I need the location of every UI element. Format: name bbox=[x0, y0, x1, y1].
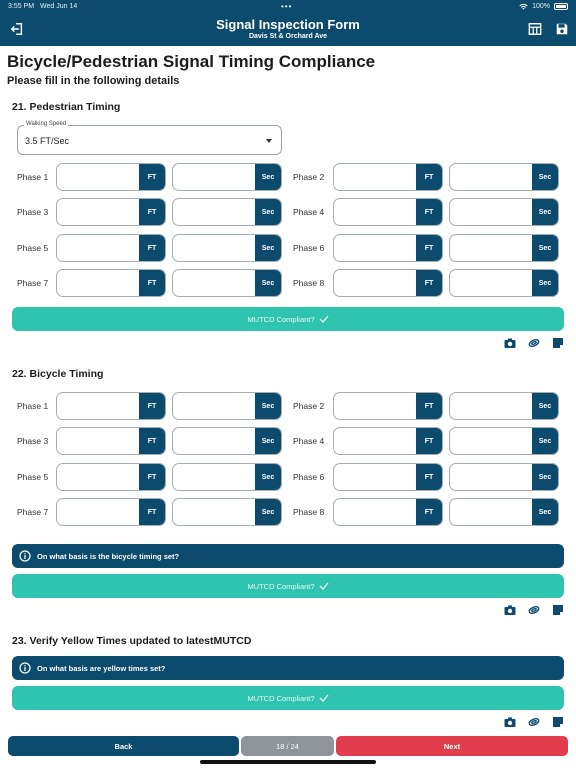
page-instructions: Please fill in the following details bbox=[7, 75, 180, 87]
yellow-basis-question[interactable] bbox=[12, 656, 564, 680]
unit-sec: Sec bbox=[255, 235, 281, 261]
ped-phase-2-label: Phase 2 bbox=[293, 172, 325, 182]
ped-phase-4-label: Phase 4 bbox=[293, 207, 325, 217]
yellow-times-title: 23. Verify Yellow Times updated to latestMUTCD bbox=[12, 635, 252, 647]
bike-basis-question-text: On what basis is the bicycle timing set? bbox=[37, 552, 180, 561]
ped-phase-8-sec-input[interactable] bbox=[449, 269, 559, 297]
bike-phase-4-ft-input[interactable] bbox=[333, 427, 443, 455]
yellow-compliance-label: MUTCD Compliant? bbox=[247, 693, 315, 703]
ped-phase-4-ft-input[interactable] bbox=[333, 198, 443, 226]
yellow-attachment-tools bbox=[504, 716, 564, 728]
unit-ft: FT bbox=[416, 464, 442, 490]
bike-phase-2-label: Phase 2 bbox=[293, 401, 325, 411]
attachment-icon[interactable] bbox=[528, 604, 540, 616]
unit-sec: Sec bbox=[532, 393, 558, 419]
unit-ft: FT bbox=[416, 428, 442, 454]
unit-ft: FT bbox=[139, 164, 165, 190]
unit-sec: Sec bbox=[255, 270, 281, 296]
status-time: 3:55 PM bbox=[8, 3, 35, 10]
camera-icon[interactable] bbox=[504, 604, 516, 616]
unit-ft: FT bbox=[139, 464, 165, 490]
ped-phase-5-ft-input[interactable] bbox=[56, 234, 166, 262]
bike-phase-4-label: Phase 4 bbox=[293, 436, 325, 446]
header-subtitle: Davis St & Orchard Ave bbox=[248, 33, 328, 40]
checkmark-icon bbox=[319, 315, 329, 323]
bike-phase-4-sec-input[interactable] bbox=[449, 427, 559, 455]
home-indicator[interactable] bbox=[200, 760, 376, 764]
bike-phase-7-label: Phase 7 bbox=[17, 507, 49, 517]
bike-phase-8-label: Phase 8 bbox=[293, 507, 325, 517]
unit-ft: FT bbox=[416, 199, 442, 225]
ped-phase-3-ft-input[interactable] bbox=[56, 198, 166, 226]
unit-sec: Sec bbox=[532, 235, 558, 261]
unit-sec: Sec bbox=[255, 199, 281, 225]
yellow-mutcd-compliant-toggle[interactable] bbox=[12, 686, 564, 710]
yellow-basis-question-text: On what basis are yellow times set? bbox=[37, 664, 166, 673]
walking-speed-label: Walking Speed bbox=[26, 121, 67, 127]
ped-phase-5-label: Phase 5 bbox=[17, 243, 49, 253]
unit-ft: FT bbox=[139, 199, 165, 225]
note-icon[interactable] bbox=[552, 604, 564, 616]
unit-ft: FT bbox=[139, 393, 165, 419]
unit-ft: FT bbox=[416, 235, 442, 261]
bike-phase-3-label: Phase 3 bbox=[17, 436, 49, 446]
table-layout-icon[interactable] bbox=[528, 22, 542, 36]
unit-sec: Sec bbox=[532, 428, 558, 454]
walking-speed-value: 3.5 FT/Sec bbox=[25, 136, 70, 146]
ped-phase-4-sec-input[interactable] bbox=[449, 198, 559, 226]
ped-phase-6-label: Phase 6 bbox=[293, 243, 325, 253]
unit-ft: FT bbox=[139, 235, 165, 261]
walking-speed-select[interactable] bbox=[17, 121, 282, 155]
status-date: Wed Jun 14 bbox=[40, 3, 78, 10]
camera-icon[interactable] bbox=[504, 716, 516, 728]
unit-sec: Sec bbox=[255, 428, 281, 454]
ped-phase-7-sec-input[interactable] bbox=[172, 269, 282, 297]
info-icon bbox=[19, 550, 31, 562]
next-button[interactable]: Next bbox=[336, 736, 568, 756]
pedestrian-timing-title: 21. Pedestrian Timing bbox=[12, 101, 121, 113]
caret-down-icon bbox=[266, 139, 272, 143]
bike-phase-7-sec-input[interactable] bbox=[172, 498, 282, 526]
bike-phase-5-ft-input[interactable] bbox=[56, 463, 166, 491]
ped-phase-6-ft-input[interactable] bbox=[333, 234, 443, 262]
ped-phase-6-sec-input[interactable] bbox=[449, 234, 559, 262]
unit-ft: FT bbox=[416, 164, 442, 190]
attachment-icon[interactable] bbox=[528, 716, 540, 728]
bike-phase-1-label: Phase 1 bbox=[17, 401, 49, 411]
checkmark-icon bbox=[319, 694, 329, 702]
bike-phase-8-sec-input[interactable] bbox=[449, 498, 559, 526]
unit-sec: Sec bbox=[532, 499, 558, 525]
note-icon[interactable] bbox=[552, 337, 564, 349]
unit-sec: Sec bbox=[532, 270, 558, 296]
ped-phase-1-label: Phase 1 bbox=[17, 172, 49, 182]
ped-phase-7-ft-input[interactable] bbox=[56, 269, 166, 297]
attachment-icon[interactable] bbox=[528, 337, 540, 349]
bike-phase-6-sec-input[interactable] bbox=[449, 463, 559, 491]
status-bar bbox=[0, 3, 576, 13]
unit-sec: Sec bbox=[255, 393, 281, 419]
checkmark-icon bbox=[319, 582, 329, 590]
bike-phase-6-ft-input[interactable] bbox=[333, 463, 443, 491]
note-icon[interactable] bbox=[552, 716, 564, 728]
info-icon bbox=[19, 662, 31, 674]
bike-basis-question[interactable] bbox=[12, 544, 564, 568]
unit-ft: FT bbox=[139, 428, 165, 454]
bike-phase-8-ft-input[interactable] bbox=[333, 498, 443, 526]
bike-phase-3-ft-input[interactable] bbox=[56, 427, 166, 455]
unit-ft: FT bbox=[139, 499, 165, 525]
ped-phase-2-ft-input[interactable] bbox=[333, 163, 443, 191]
unit-ft: FT bbox=[416, 393, 442, 419]
unit-sec: Sec bbox=[255, 464, 281, 490]
unit-sec: Sec bbox=[532, 464, 558, 490]
ped-phase-1-sec-input[interactable] bbox=[172, 163, 282, 191]
back-button[interactable]: Back bbox=[8, 736, 239, 756]
bike-compliance-label: MUTCD Compliant? bbox=[247, 581, 315, 591]
ped-phase-3-sec-input[interactable] bbox=[172, 198, 282, 226]
unit-sec: Sec bbox=[255, 499, 281, 525]
multitask-dots-icon[interactable]: ••• bbox=[281, 2, 293, 11]
ped-phase-2-sec-input[interactable] bbox=[449, 163, 559, 191]
ped-compliance-label: MUTCD Compliant? bbox=[247, 314, 315, 324]
save-icon[interactable] bbox=[555, 22, 569, 36]
bike-phase-5-label: Phase 5 bbox=[17, 472, 49, 482]
ped-phase-3-label: Phase 3 bbox=[17, 207, 49, 217]
ped-phase-5-sec-input[interactable] bbox=[172, 234, 282, 262]
ped-phase-8-label: Phase 8 bbox=[293, 278, 325, 288]
bike-attachment-tools bbox=[504, 604, 564, 616]
wifi-icon bbox=[519, 4, 528, 10]
unit-ft: FT bbox=[416, 270, 442, 296]
bike-phase-1-sec-input[interactable] bbox=[172, 392, 282, 420]
header-title: Signal Inspection Form bbox=[216, 17, 360, 32]
ped-phase-1-ft-input[interactable] bbox=[56, 163, 166, 191]
bike-phase-3-sec-input[interactable] bbox=[172, 427, 282, 455]
bike-phase-1-ft-input[interactable] bbox=[56, 392, 166, 420]
battery-percent: 100% bbox=[532, 3, 550, 10]
unit-ft: FT bbox=[139, 270, 165, 296]
unit-sec: Sec bbox=[255, 164, 281, 190]
page-indicator: 18 / 24 bbox=[241, 736, 334, 756]
ped-phase-8-ft-input[interactable] bbox=[333, 269, 443, 297]
bike-mutcd-compliant-toggle[interactable] bbox=[12, 574, 564, 598]
unit-sec: Sec bbox=[532, 199, 558, 225]
unit-ft: FT bbox=[416, 499, 442, 525]
app-header bbox=[0, 0, 576, 46]
unit-sec: Sec bbox=[532, 164, 558, 190]
battery-icon bbox=[554, 3, 568, 10]
page-heading: Bicycle/Pedestrian Signal Timing Compliance bbox=[7, 52, 376, 71]
camera-icon[interactable] bbox=[504, 337, 516, 349]
bike-phase-2-sec-input[interactable] bbox=[449, 392, 559, 420]
ped-attachment-tools bbox=[504, 337, 564, 349]
bicycle-timing-title: 22. Bicycle Timing bbox=[12, 368, 104, 380]
bike-phase-7-ft-input[interactable] bbox=[56, 498, 166, 526]
bike-phase-2-ft-input[interactable] bbox=[333, 392, 443, 420]
bike-phase-5-sec-input[interactable] bbox=[172, 463, 282, 491]
bike-phase-6-label: Phase 6 bbox=[293, 472, 325, 482]
ped-phase-7-label: Phase 7 bbox=[17, 278, 49, 288]
ped-mutcd-compliant-toggle[interactable] bbox=[12, 307, 564, 331]
